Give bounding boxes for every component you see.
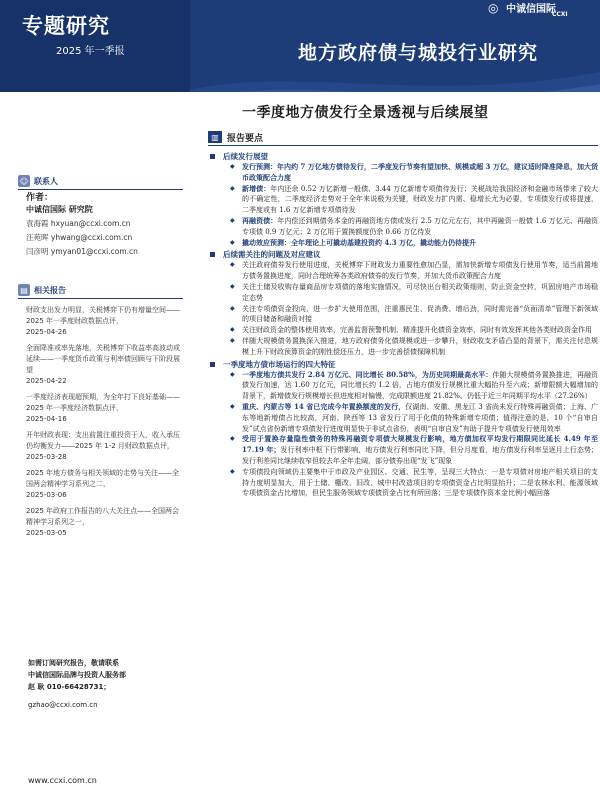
authors-heading: 作者：	[26, 193, 54, 203]
related-report-title: 全面降准或率先落地，关税博弈下收益率高波动或延续——一季度货币政策与利率债回顾与下阶段展望	[26, 344, 180, 374]
report-period: 2025 年一季报	[56, 46, 125, 57]
related-report-title: 财政支出发力明显，关税博弈下仍有增量空间——2025 年一季度财政数据点评，	[26, 306, 180, 325]
author-entry: 闫彦明 ymyan01@ccxi.com.cn	[26, 247, 138, 256]
diamond-bullet-icon: ◆	[230, 261, 235, 269]
bullet-item: ◆ 伴随大规模债务置换深入推进，地方政府债务化债规模或进一步攀升，财政收支矛盾凸显的背景下，需关注付息规模上升下财政预算资金的刚性偿还压力，进一步完善偿债保障机制	[230, 336, 598, 356]
contact-section-head	[18, 173, 58, 189]
contact-section-label: 联系人	[34, 176, 58, 186]
bullet-item: ◆ 受用于置换存量隐性债务的特殊再融资专项债大规模发行影响，地方债加权平均发行期限同比延长 4.49 年至 17.19 年；发行利率中枢下行带影响，地方债发行利率同比下降，但分月度看，地方债发行利率呈逐月上行态势；发行利差同比继续收窄但较去年全年走阔，部分债券出现“发飞”现象	[230, 434, 598, 465]
diamond-bullet-icon: ◆	[230, 370, 235, 378]
diamond-bullet-icon: ◆	[230, 435, 235, 443]
diamond-bullet-icon: ◆	[230, 402, 235, 410]
related-report-item[interactable]	[26, 468, 184, 501]
related-section-label: 相关报告	[34, 285, 66, 295]
diamond-bullet-icon: ◆	[230, 467, 235, 475]
related-report-title: 2025 年地方债务与相关领域的走势与关注——全国两会精神学习系列之二，	[26, 469, 180, 488]
diamond-bullet-icon: ◆	[230, 282, 235, 290]
logo-subtext: CCXI	[552, 11, 568, 18]
company-logo	[488, 0, 596, 20]
key-points-head	[208, 130, 263, 144]
diamond-bullet-icon: ◆	[230, 216, 235, 224]
related-report-date: 2025-03-28	[26, 453, 67, 461]
report-main-title: 地方政府债与城投行业研究	[298, 42, 539, 64]
diamond-bullet-icon: ◆	[230, 326, 235, 334]
section-heading: 一季度地方债市场运行的四大特征	[208, 359, 598, 370]
author-entry: 袁海霞 hxyuan@ccxi.com.cn	[26, 219, 131, 228]
related-report-item[interactable]	[26, 430, 184, 463]
website-link[interactable]: www.ccxi.com.cn	[28, 776, 97, 785]
square-bullet-icon	[210, 252, 215, 257]
related-report-title: 2025 年政府工作报告的八大关注点——全国两会精神学习系列之一，	[26, 507, 180, 526]
related-section-head	[18, 282, 66, 298]
related-report-date: 2025-04-16	[26, 415, 67, 423]
header-banner	[0, 0, 600, 92]
square-bullet-icon	[210, 154, 215, 159]
diamond-bullet-icon: ◆	[230, 336, 235, 344]
bullet-item: ◆ 关注专项债资金投向，进一步扩大使用范围，注重惠民生、促消费、增后劲，同时需完善“负面清单”管理下新领域的项目储备和融资对接	[230, 304, 598, 324]
related-report-title: 开年财政表现：支出前置注重投资于人，收入承压仍均衡发力——2025 年 1-2 月财政数据点评，	[26, 431, 180, 450]
report-series-title: 专题研究	[22, 14, 110, 38]
related-report-date: 2025-04-26	[26, 328, 67, 336]
contact-line: 如需订阅研究报告，敬请联系	[28, 659, 119, 667]
key-points-label: 报告要点	[227, 133, 264, 144]
key-points-body	[208, 150, 598, 499]
related-report-date: 2025-03-05	[26, 529, 67, 537]
contact-line: 赵 耿 010-66428731；	[28, 683, 111, 691]
divider	[208, 145, 598, 146]
logo-name: 中诚信国际	[506, 4, 556, 15]
bullet-item: ◆ 再融资债：年内偿还到期债务本金的再融资地方债或发行 2.5 万亿元左右，其中再融资一般债 1.6 万亿元、再融资专项债 0.9 万亿元；2 万亿用于置换额度仍余 0.66 万亿待发	[230, 215, 599, 236]
book-icon: ▥	[208, 131, 222, 143]
related-report-item[interactable]	[26, 506, 184, 539]
related-report-list	[26, 305, 184, 544]
bullet-item: ◆ 专项债投向领域仍主要集中于市政及产业园区、交通、民生等，呈现三大特点：一是专项债对房地产相关项目的支持力度明显加大，用于土储、棚改、旧改、城中村改造项目的专项债资金占比明显抬升；二是农林水利、能源领域专项债资金占比增加，但民生服务领域专项债资金占比有所回落；三是专项债作资本金比例小幅回落	[230, 467, 598, 498]
diamond-bullet-icon: ◆	[230, 163, 235, 170]
author-block	[26, 190, 186, 257]
bullet-item: ◆ 关注土储及收购存量商品房专项债的落地实施情况，可尽快出台相关政策细则，防止资金空转，巩固房地产市场稳定态势	[230, 282, 598, 302]
related-report-title: 一季度经济表现超预期，为全年打下良好基础——2025 年一季度经济数据点评，	[26, 393, 180, 412]
related-report-date: 2025-04-22	[26, 377, 67, 385]
author-organization: 中诚信国际 研究院	[26, 205, 93, 214]
bullet-item: ◆ 新增债：年内还余 0.52 万亿新增一般债、3.44 万亿新增专项债待发行；关税战给我国经济和金融市场带来了较大的不确定性，二季度经济走势对于全年来说极为关键，财政发力扩内需、稳增长尤为必要，专项债发行或将提速，二季度或有 1.6 万亿新增专项债待发	[230, 183, 599, 215]
bullet-item: ◆ 关注财政资金的整体使用效率，完善监督预警机制、精准提升化债资金效率，同时有效发挥其他各类财政资金作用	[230, 326, 592, 335]
subscription-contact	[28, 657, 186, 711]
square-bullet-icon	[210, 362, 215, 367]
related-report-item[interactable]	[26, 305, 184, 338]
divider	[18, 298, 183, 299]
person-icon: ☺	[19, 176, 29, 186]
bullet-item: ◆ 撬动效应预测：全年理论上可撬动基建投资约 4.3 万亿，撬动能力仍待提升	[230, 237, 477, 247]
contact-line: 中诚信国际品牌与投资人服务部	[28, 671, 126, 679]
related-report-item[interactable]	[26, 392, 184, 425]
section-heading: 后续需关注的问题及对应建议	[208, 249, 598, 260]
bullet-item: ◆ 发行预测：年内约 7 万亿地方债待发行，二季度发行节奏有望加快、规模或超 3 万亿，建议适时降准降息，加大货币政策配合力度	[230, 162, 598, 182]
bullet-item: ◆ 一季度地方债共发行 2.84 万亿元、同比增长 80.58%，为历史同期最高水平：伴随大规模债务置换推进，再融资债发行加速，达 1.60 万亿元，同比增长约 1.2 倍，占地方债发行规模比重大幅抬升至六成；新增限额大幅增加的背景下，新增债发行规模增长但进度相对偏慢，完成限额进度 21.82%、仍低于近三年同期平均水平（27.26%）	[230, 369, 599, 401]
document-title: 一季度地方债发行全景透视与后续展望	[242, 105, 489, 121]
author-entry: 汪苑晖 yhwang@ccxi.com.cn	[26, 233, 133, 242]
bullet-item: ◆ 关注政府债券发行使用进度，关税博弈下财政发力重要性愈加凸显，需加快新增专项债发行使用节奏，适当前置地方债务置换进度，同时合理统筹各类政府债券的发行节奏，并加大货币政策配合力度	[230, 261, 598, 281]
diamond-bullet-icon: ◆	[230, 304, 235, 312]
section-heading: 后续发行展望	[208, 151, 598, 162]
logo-mark-icon: ◎	[488, 1, 499, 15]
related-report-date: 2025-03-06	[26, 491, 67, 499]
diamond-bullet-icon: ◆	[230, 184, 235, 192]
bullet-item: ◆ 重庆、内蒙古等 14 省已完成今年置换额度的发行，仅湖南、安徽、黑龙江 3 省尚未发行特殊再融资债；上海、广东等地新增债占比较高，河南、陕西等 13 省发行了用于化债的特殊新增专项债；值得注意的是，10 个“自审自发”试点省份新增专项债发行进度明显快于非试点省份，表明“自审自发”有助于提升专项债发行使用效率	[230, 401, 598, 433]
diamond-bullet-icon: ◆	[230, 238, 235, 246]
main-content	[190, 92, 600, 800]
related-report-item[interactable]	[26, 343, 184, 387]
document-icon: ▤	[18, 284, 30, 296]
contact-email[interactable]: gzhao@ccxi.com.cn	[28, 701, 98, 709]
